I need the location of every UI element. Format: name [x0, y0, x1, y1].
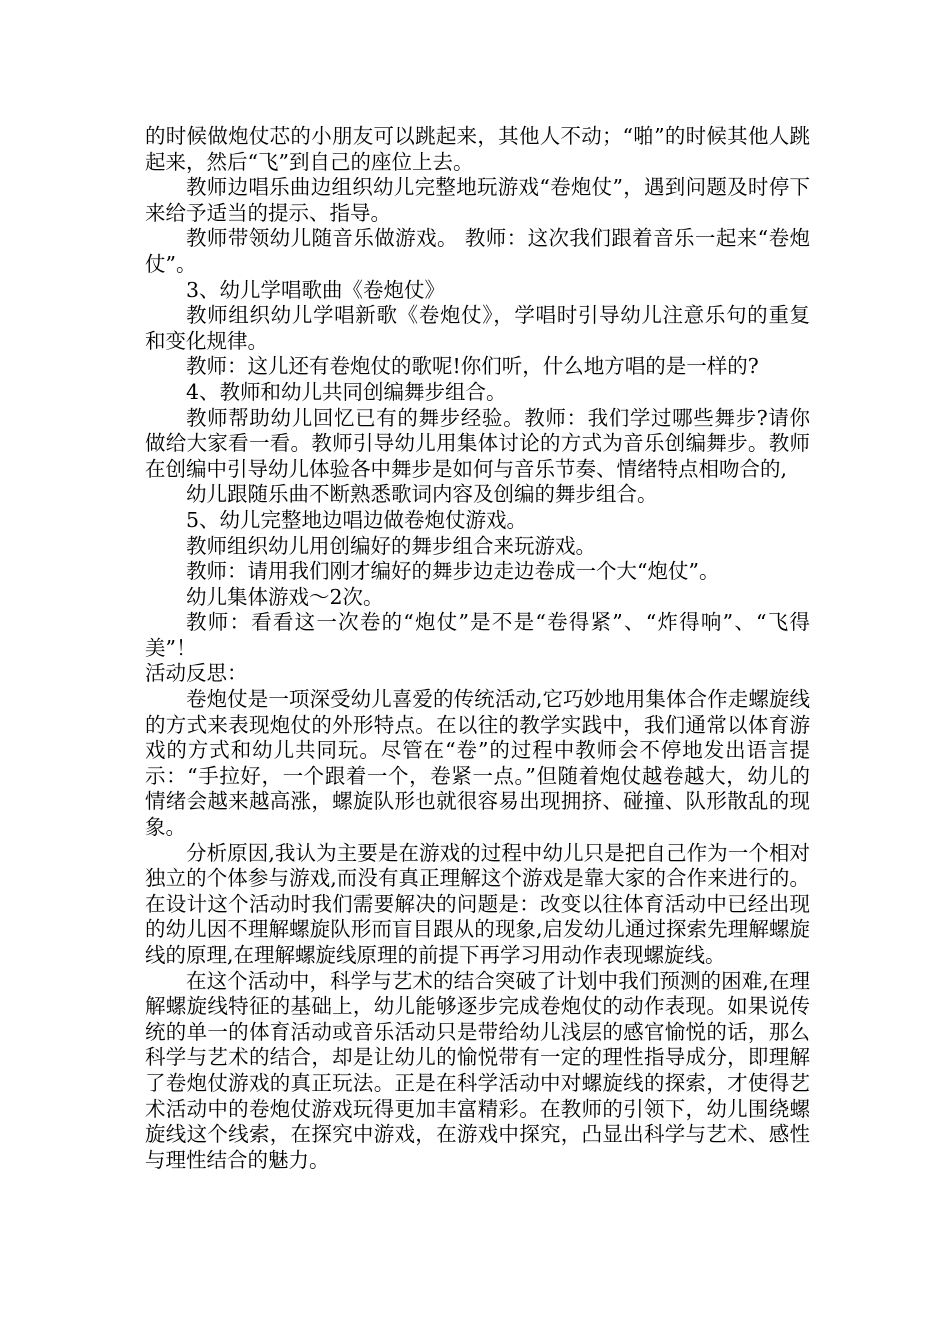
paragraph: 教师边唱乐曲边组织幼儿完整地玩游戏“卷炮仗”，遇到问题及时停下来给予适当的提示、指导。	[145, 175, 810, 225]
section-heading: 活动反思：	[145, 661, 248, 686]
paragraph: 教师：看看这一次卷的“炮仗”是不是“卷得紧”、“炸得响”、“飞得美”！	[145, 610, 810, 660]
section-heading: 5、幼儿完整地边唱边做卷炮仗游戏。	[186, 507, 528, 532]
paragraph: 教师：请用我们刚才编好的舞步边走边卷成一个大“炮仗”。	[186, 559, 720, 584]
paragraph: 教师：这儿还有卷炮仗的歌呢!你们听，什么地方唱的是一样的?	[186, 354, 759, 379]
paragraph: 幼儿跟随乐曲不断熟悉歌词内容及创编的舞步组合。	[186, 482, 658, 507]
paragraph: 卷炮仗是一项深受幼儿喜爱的传统活动,它巧妙地用集体合作走螺旋线的方式来表现炮仗的外形特点。在以往的教学实践中，我们通常以体育游戏的方式和幼儿共同玩。尽管在“卷”的过程中教师会不停地发出语言提示：“手拉好，一个跟着一个，卷紧一点。”但随着炮仗越卷越大，幼儿的情绪会越来越高涨，螺旋队形也就很容易出现拥挤、碰撞、队形散乱的现象。	[145, 687, 810, 840]
paragraph: 在这个活动中，科学与艺术的结合突破了计划中我们预测的困难,在理解螺旋线特征的基础上，幼儿能够逐步完成卷炮仗的动作表现。如果说传统的单一的体育活动或音乐活动只是带给幼儿浅层的感官愉悦的话，那么科学与艺术的结合，却是让幼儿的愉悦带有一定的理性指导成分，即理解了卷炮仗游戏的真正玩法。正是在科学活动中对螺旋线的探索，才使得艺术活动中的卷炮仗游戏玩得更加丰富精彩。在教师的引领下，幼儿围绕螺旋线这个线索，在探究中游戏，在游戏中探究，凸显出科学与艺术、感性与理性结合的魅力。	[145, 968, 810, 1172]
section-heading: 3、幼儿学唱歌曲《卷炮仗》	[186, 277, 446, 302]
paragraph: 的时候做炮仗芯的小朋友可以跳起来，其他人不动；“啪”的时候其他人跳起来，然后“飞”到自己的座位上去。	[145, 124, 810, 174]
paragraph: 教师带领幼儿随音乐做游戏。 教师：这次我们跟着音乐一起来“卷炮仗”。	[145, 226, 810, 276]
paragraph: 幼儿集体游戏～2次。	[186, 584, 384, 609]
paragraph: 教师组织幼儿用创编好的舞步组合来玩游戏。	[186, 533, 596, 558]
paragraph: 教师帮助幼儿回忆已有的舞步经验。教师：我们学过哪些舞步?请你做给大家看一看。教师引导幼儿用集体讨论的方式为音乐创编舞步。教师在创编中引导幼儿体验各中舞步是如何与音乐节奏、情绪特点相吻合的,	[145, 405, 810, 481]
section-heading: 4、教师和幼儿共同创编舞步组合。	[186, 379, 507, 404]
document-body	[145, 124, 810, 1173]
paragraph: 教师组织幼儿学唱新歌《卷炮仗》，学唱时引导幼儿注意乐句的重复和变化规律。	[145, 303, 810, 353]
paragraph: 分析原因,我认为主要是在游戏的过程中幼儿只是把自己作为一个相对独立的个体参与游戏,而没有真正理解这个游戏是靠大家的合作来进行的。在设计这个活动时我们需要解决的问题是：改变以往体育活动中已经出现的幼儿因不理解螺旋队形而盲目跟从的现象,启发幼儿通过探索先理解螺旋线的原理,在理解螺旋线原理的前提下再学习用动作表现螺旋线。	[145, 840, 810, 967]
